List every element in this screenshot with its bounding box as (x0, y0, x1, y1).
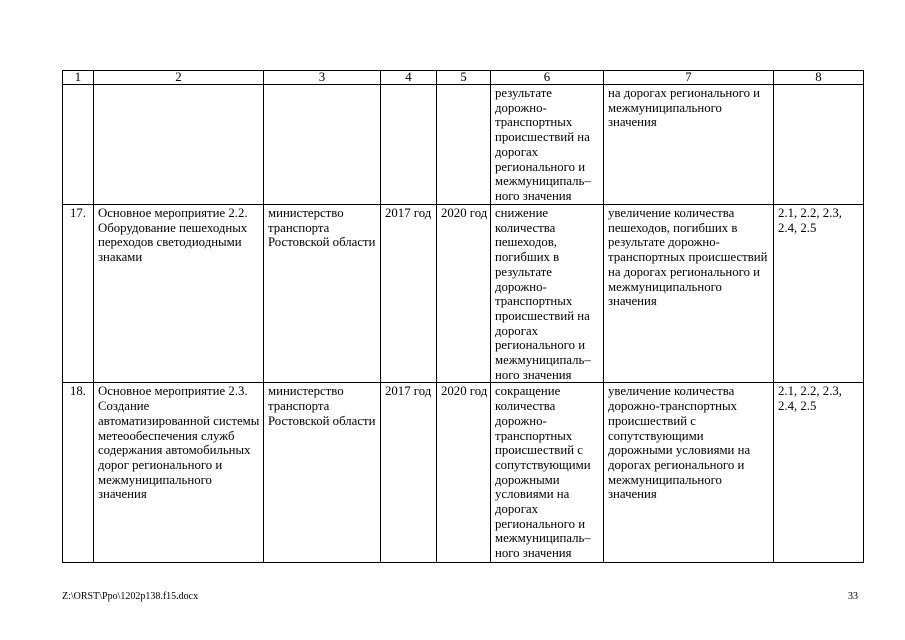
cell-text-line: министерство (268, 384, 344, 399)
cell-text-line: межмуниципального (608, 100, 722, 115)
cell-text-line: происшествий с (495, 443, 583, 458)
cell-text-line: 2.1, 2.2, 2.3, (778, 384, 842, 399)
cell-text-line: транспорта (268, 220, 330, 235)
row-number-cell (63, 383, 94, 563)
cell-text-line: автоматизированной системы (98, 413, 260, 428)
executor-cell (264, 383, 381, 563)
cell-text-line: 2020 год (441, 384, 488, 399)
activity-name-cell (94, 383, 264, 563)
cell-text-line: дорожно- (495, 100, 547, 115)
cell-text-line: сокращение (495, 384, 561, 399)
cell-text-line: сопутствующими (608, 428, 704, 443)
row-number-cell (63, 205, 94, 383)
consequence-cell (604, 383, 774, 563)
header-cell-1: 1 (63, 71, 94, 85)
cell-text-line: количества (495, 399, 556, 414)
header-cell-4: 4 (381, 71, 437, 85)
footer-file-path: Z:\ORST\Ppo\1202p138.f15.docx (62, 591, 199, 602)
cell-text-line: 18. (70, 384, 86, 399)
end-year-cell (437, 85, 491, 205)
activity-name-cell (94, 205, 264, 383)
start-year-cell (381, 85, 437, 205)
header-cell-3: 3 (264, 71, 381, 85)
cell-text-line: количества (495, 220, 556, 235)
executor-cell (264, 85, 381, 205)
cell-text-line: транспорта (268, 399, 330, 414)
cell-text-line: дорожными условиями на (608, 443, 751, 458)
cell-text-line: условиями на (495, 487, 570, 502)
header-cell-2: 2 (94, 71, 264, 85)
cell-text-line: 2020 год (441, 206, 488, 220)
cell-text-line: на дорогах регионального и (608, 86, 761, 100)
cell-text-line: дорожно-транспортных (608, 399, 738, 414)
cell-text-line: дорогах (495, 144, 539, 159)
cell-text-line: дорогах (495, 502, 539, 517)
cell-text-line: дорожными (495, 472, 560, 487)
program-activities-table (62, 70, 864, 563)
cell-text-line: Ростовской области (268, 235, 376, 250)
cell-text-line: результате (495, 86, 552, 100)
cell-text-line: пешеходов, (495, 235, 557, 250)
cell-text-line: содержания автомобильных (98, 443, 251, 458)
consequence-cell (604, 205, 774, 383)
cell-text-line: транспортных (495, 115, 573, 130)
cell-text-line: переходов светодиодными (98, 235, 242, 250)
cell-text-line: увеличение количества (608, 206, 735, 220)
cell-text-line: значения (98, 487, 147, 502)
cell-text-line: ного значения (495, 188, 572, 203)
activity-name-cell (94, 85, 264, 205)
cell-text-line: дорогах (495, 323, 539, 338)
cell-text-line: увеличение количества (608, 384, 735, 399)
cell-text-line: 2.1, 2.2, 2.3, (778, 206, 842, 220)
end-year-cell (437, 383, 491, 563)
indicator-link-cell (774, 85, 864, 205)
cell-text-line: 2017 год (385, 206, 432, 220)
cell-text-line: 2.4, 2.5 (778, 220, 817, 235)
cell-text-line: происшествий на (495, 130, 590, 145)
cell-text-line: результате дорожно- (608, 235, 720, 250)
cell-text-line: значения (608, 115, 657, 130)
executor-cell (264, 205, 381, 383)
cell-text-line: регионального и (495, 338, 586, 353)
expected-result-cell (491, 85, 604, 205)
cell-text-line: 17. (70, 206, 86, 220)
cell-text-line: межмуниципаль– (495, 531, 591, 546)
cell-text-line: метеообеспечения служб (98, 428, 235, 443)
header-cell-6: 6 (491, 71, 604, 85)
cell-text-line: Создание (98, 399, 150, 414)
expected-result-cell (491, 383, 604, 563)
row-number-cell (63, 85, 94, 205)
start-year-cell (381, 205, 437, 383)
cell-text-line: межмуниципального (608, 472, 722, 487)
cell-text-line: транспортных (495, 428, 573, 443)
page-number: 33 (848, 591, 858, 602)
cell-text-line: Оборудование пешеходных (98, 220, 248, 235)
cell-text-line: Основное мероприятие 2.3. (98, 384, 248, 399)
cell-text-line: транспортных происшествий (608, 250, 768, 265)
cell-text-line: регионального и (495, 516, 586, 531)
consequence-cell (604, 85, 774, 205)
cell-text-line: регионального и (495, 159, 586, 174)
indicator-link-cell (774, 383, 864, 563)
cell-text-line: межмуниципаль– (495, 174, 591, 189)
header-cell-8: 8 (774, 71, 864, 85)
header-cell-7: 7 (604, 71, 774, 85)
cell-text-line: межмуниципаль– (495, 353, 591, 368)
end-year-cell (437, 205, 491, 383)
cell-text-line: происшествий с (608, 413, 696, 428)
table-row (63, 205, 864, 383)
cell-text-line: Основное мероприятие 2.2. (98, 206, 248, 220)
table-header-row (63, 71, 864, 85)
cell-text-line: ного значения (495, 367, 572, 382)
cell-text-line: дорогах регионального и (608, 457, 745, 472)
cell-text-line: 2.4, 2.5 (778, 399, 817, 414)
cell-text-line: значения (608, 294, 657, 309)
start-year-cell (381, 383, 437, 563)
cell-text-line: на дорогах регионального и (608, 264, 761, 279)
indicator-link-cell (774, 205, 864, 383)
cell-text-line: дорожно- (495, 413, 547, 428)
header-cell-5: 5 (437, 71, 491, 85)
cell-text-line: межмуниципального (98, 472, 212, 487)
expected-result-cell (491, 205, 604, 383)
cell-text-line: погибших в (495, 250, 560, 265)
cell-text-line: результате (495, 264, 552, 279)
cell-text-line: снижение (495, 206, 549, 220)
cell-text-line: происшествий на (495, 308, 590, 323)
cell-text-line: значения (608, 487, 657, 502)
table-row (63, 383, 864, 563)
cell-text-line: министерство (268, 206, 344, 220)
cell-text-line: знаками (98, 250, 143, 265)
cell-text-line: Ростовской области (268, 413, 376, 428)
cell-text-line: пешеходов, погибших в (608, 220, 738, 235)
cell-text-line: межмуниципального (608, 279, 722, 294)
cell-text-line: сопутствующими (495, 457, 591, 472)
cell-text-line: транспортных (495, 294, 573, 309)
table-row (63, 85, 864, 205)
cell-text-line: 2017 год (385, 384, 432, 399)
cell-text-line: дорожно- (495, 279, 547, 294)
cell-text-line: ного значения (495, 546, 572, 561)
cell-text-line: дорог регионального и (98, 457, 223, 472)
